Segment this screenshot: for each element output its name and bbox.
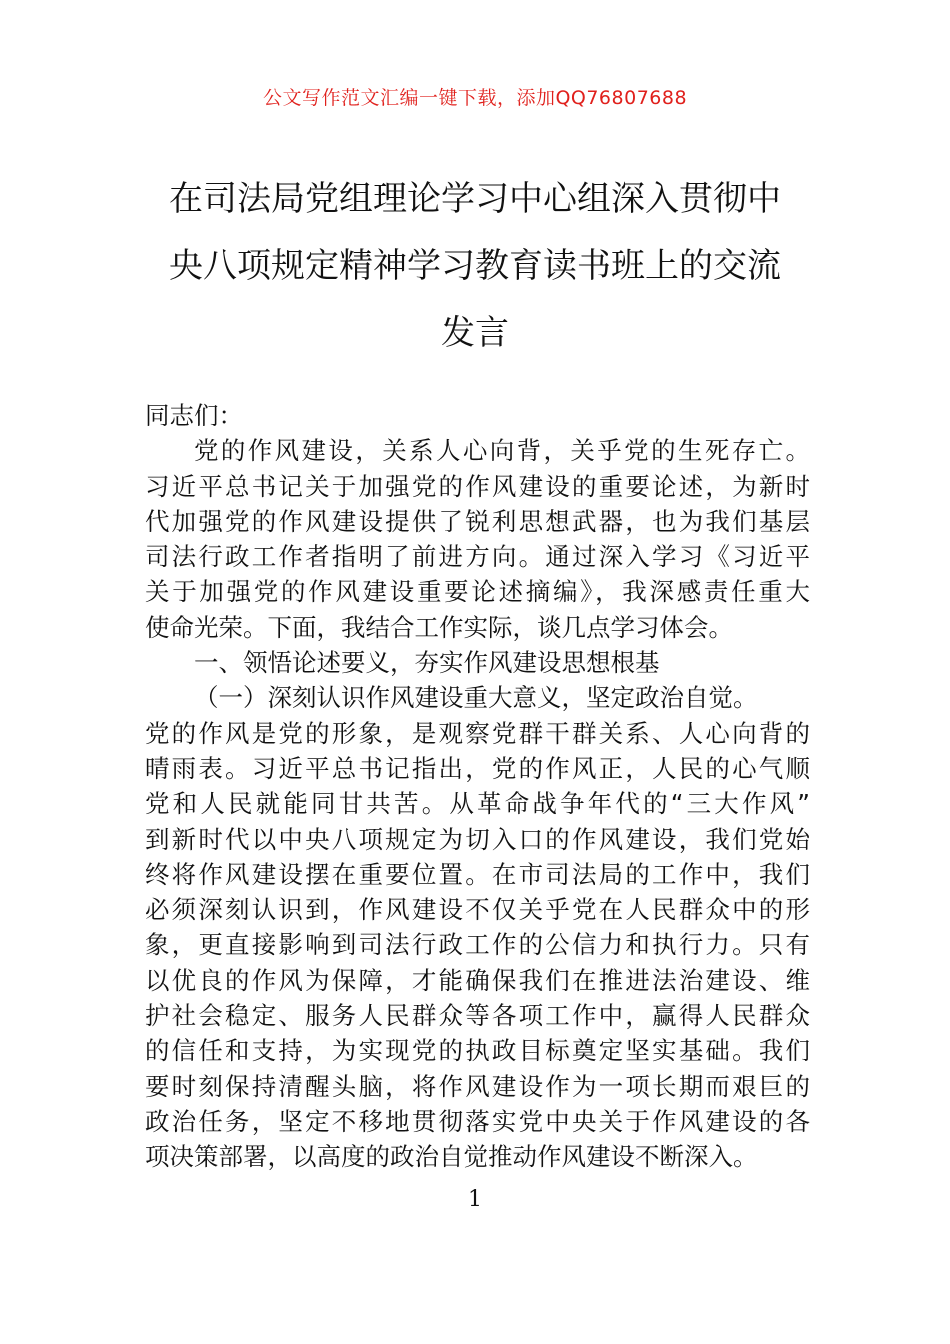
document-title: [140, 166, 810, 367]
paragraph-line: 的信任和支持，为实现党的执政目标奠定坚实基础。我们: [145, 1036, 810, 1066]
paragraph-line: 习近平总书记关于加强党的作风建设的重要论述，为新时: [145, 471, 810, 501]
paragraph-line: 晴雨表。习近平总书记指出，党的作风正，人民的心气顺: [145, 753, 810, 783]
salutation: 同志们：: [145, 401, 243, 430]
paragraph-line: 党的作风是党的形象，是观察党群干群关系、人心向背的: [145, 718, 810, 748]
title-line: 在司法局党组理论学习中心组深入贯彻中: [169, 179, 781, 219]
paragraph-line: 要时刻保持清醒头脑，将作风建设作为一项长期而艰巨的: [145, 1071, 810, 1101]
paragraph-line: 司法行政工作者指明了前进方向。通过深入学习《习近平: [145, 542, 810, 572]
title-line: 发言: [441, 313, 509, 353]
document-body: [145, 398, 810, 1175]
paragraph-line: 关于加强党的作风建设重要论述摘编》，我深感责任重大: [145, 577, 810, 607]
download-promo-banner: 公文写作范文汇编一键下载，添加QQ76807688: [262, 87, 688, 109]
paragraph-line: 党的作风建设，关系人心向背，关乎党的生死存亡。: [194, 436, 810, 466]
paragraph-line: 护社会稳定、服务人民群众等各项工作中，赢得人民群众: [145, 1001, 810, 1031]
section-heading: 一、领悟论述要义，夯实作风建设思想根基: [194, 648, 660, 678]
paragraph-line: 使命光荣。下面，我结合工作实际，谈几点学习体会。: [145, 612, 733, 642]
title-line: 央八项规定精神学习教育读书班上的交流: [169, 246, 781, 286]
paragraph-line: 象，更直接影响到司法行政工作的公信力和执行力。只有: [145, 930, 810, 960]
paragraph-line: 以优良的作风为保障，才能确保我们在推进法治建设、维: [145, 965, 810, 995]
paragraph-line: 政治任务，坚定不移地贯彻落实党中央关于作风建设的各: [145, 1106, 810, 1136]
paragraph-line: 代加强党的作风建设提供了锐利思想武器，也为我们基层: [145, 506, 810, 536]
paragraph-line: 项决策部署，以高度的政治自觉推动作风建设不断深入。: [145, 1142, 758, 1172]
page-number: 1: [468, 1187, 482, 1212]
subsection-heading: （一）深刻认识作风建设重大意义，坚定政治自觉。: [194, 683, 758, 713]
paragraph-line: 到新时代以中央八项规定为切入口的作风建设，我们党始: [145, 824, 810, 854]
paragraph-line: 必须深刻认识到，作风建设不仅关乎党在人民群众中的形: [145, 895, 810, 925]
paragraph-line: 终将作风建设摆在重要位置。在市司法局的工作中，我们: [145, 859, 810, 889]
paragraph-line: 党和人民就能同甘共苦。从革命战争年代的“三大作风”: [145, 789, 810, 819]
